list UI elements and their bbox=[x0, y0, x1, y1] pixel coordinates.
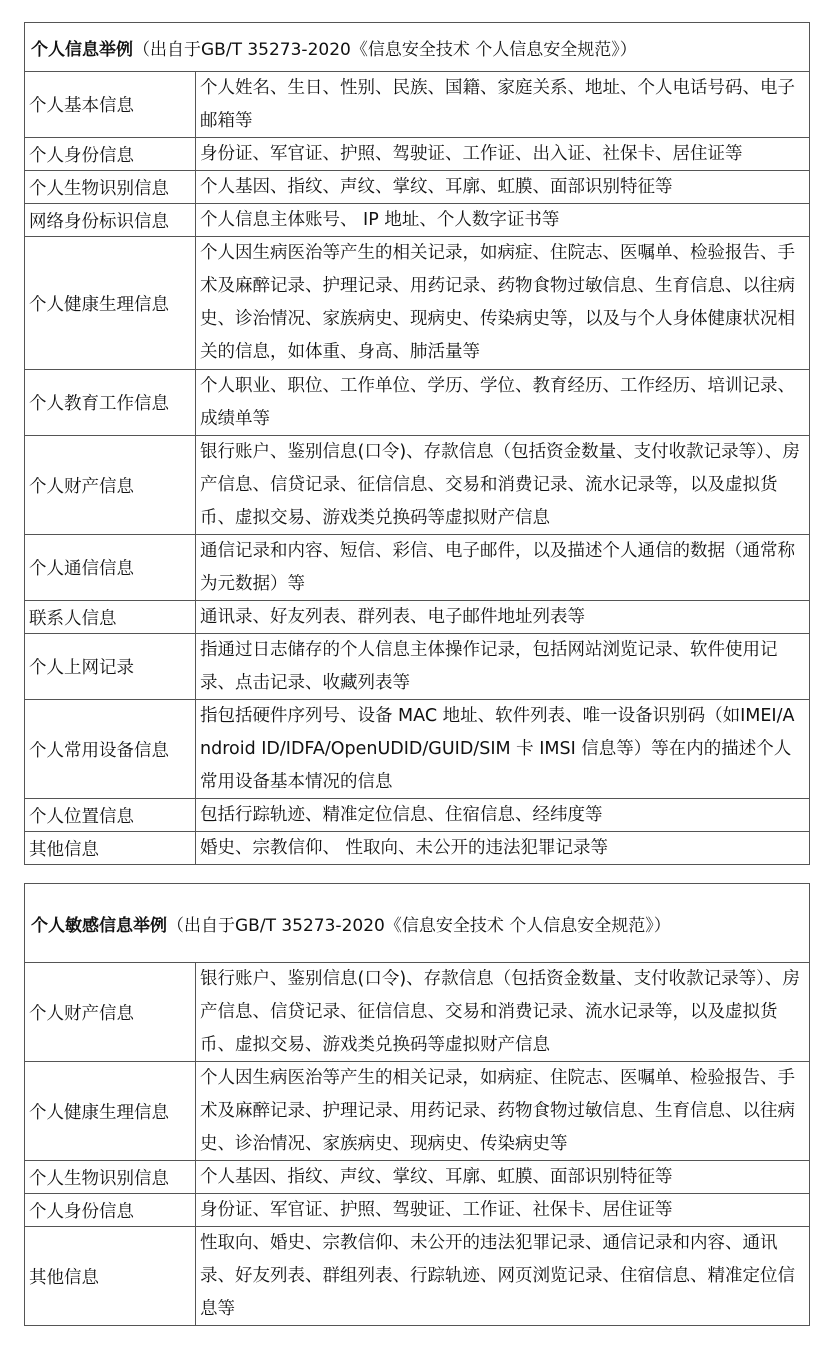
table-title bbox=[25, 23, 810, 72]
row-content: 个人因生病医治等产生的相关记录，如病症、住院志、医嘱单、检验报告、手术及麻醉记录、护理记录、用药记录、药物食物过敏信息、生育信息、以往病史、诊治情况、家族病史、现病史、传染病史等，以及与个人身体健康状况相关的信息，如体重、身高、肺活量等 bbox=[196, 237, 810, 370]
row-content: 性取向、婚史、宗教信仰、未公开的违法犯罪记录、通信记录和内容、通讯录、好友列表、群组列表、行踪轨迹、网页浏览记录、住宿信息、精准定位信息等 bbox=[196, 1227, 810, 1326]
row-label: 其他信息 bbox=[25, 832, 196, 865]
table-row bbox=[25, 700, 810, 799]
table-row bbox=[25, 601, 810, 634]
row-label: 个人基本信息 bbox=[25, 72, 196, 138]
table-row bbox=[25, 171, 810, 204]
row-label: 个人健康生理信息 bbox=[25, 1062, 196, 1161]
row-label: 其他信息 bbox=[25, 1227, 196, 1326]
row-content: 指通过日志储存的个人信息主体操作记录，包括网站浏览记录、软件使用记录、点击记录、收藏列表等 bbox=[196, 634, 810, 700]
table-row bbox=[25, 799, 810, 832]
table-title bbox=[25, 884, 810, 963]
table-row bbox=[25, 1161, 810, 1194]
row-label: 个人身份信息 bbox=[25, 1194, 196, 1227]
table-row bbox=[25, 72, 810, 138]
row-content: 个人姓名、生日、性别、民族、国籍、家庭关系、地址、个人电话号码、电子邮箱等 bbox=[196, 72, 810, 138]
row-label: 个人生物识别信息 bbox=[25, 1161, 196, 1194]
row-content: 个人基因、指纹、声纹、掌纹、耳廓、虹膜、面部识别特征等 bbox=[196, 171, 810, 204]
row-label: 网络身份标识信息 bbox=[25, 204, 196, 237]
row-content: 婚史、宗教信仰、 性取向、未公开的违法犯罪记录等 bbox=[196, 832, 810, 865]
row-content: 身份证、军官证、护照、驾驶证、工作证、出入证、社保卡、居住证等 bbox=[196, 138, 810, 171]
row-label: 个人生物识别信息 bbox=[25, 171, 196, 204]
table-title-source: （出自于GB/T 35273-2020《信息安全技术 个人信息安全规范》） bbox=[167, 915, 671, 936]
row-label: 个人通信信息 bbox=[25, 535, 196, 601]
table-row bbox=[25, 138, 810, 171]
table-row bbox=[25, 832, 810, 865]
table-title-bold: 个人信息举例 bbox=[31, 39, 133, 60]
table-row bbox=[25, 436, 810, 535]
row-content: 银行账户、鉴别信息(口令)、存款信息（包括资金数量、支付收款记录等）、房产信息、信贷记录、征信信息、交易和消费记录、流水记录等，以及虚拟货币、虚拟交易、游戏类兑换码等虚拟财产信息 bbox=[196, 963, 810, 1062]
row-content: 个人职业、职位、工作单位、学历、学位、教育经历、工作经历、培训记录、成绩单等 bbox=[196, 370, 810, 436]
row-label: 个人财产信息 bbox=[25, 963, 196, 1062]
table-row bbox=[25, 237, 810, 370]
table-title-source: （出自于GB/T 35273-2020《信息安全技术 个人信息安全规范》） bbox=[133, 39, 637, 60]
table-row bbox=[25, 204, 810, 237]
row-label: 个人位置信息 bbox=[25, 799, 196, 832]
table-row bbox=[25, 963, 810, 1062]
table-row bbox=[25, 1194, 810, 1227]
personal-info-table bbox=[24, 22, 810, 865]
row-label: 个人健康生理信息 bbox=[25, 237, 196, 370]
row-content: 个人信息主体账号、 IP 地址、个人数字证书等 bbox=[196, 204, 810, 237]
table-title-bold: 个人敏感信息举例 bbox=[31, 915, 167, 936]
table-row bbox=[25, 535, 810, 601]
row-content: 通讯录、好友列表、群列表、电子邮件地址列表等 bbox=[196, 601, 810, 634]
row-label: 联系人信息 bbox=[25, 601, 196, 634]
row-content: 通信记录和内容、短信、彩信、电子邮件，以及描述个人通信的数据（通常称为元数据）等 bbox=[196, 535, 810, 601]
row-label: 个人身份信息 bbox=[25, 138, 196, 171]
row-content: 个人基因、指纹、声纹、掌纹、耳廓、虹膜、面部识别特征等 bbox=[196, 1161, 810, 1194]
row-content: 身份证、军官证、护照、驾驶证、工作证、社保卡、居住证等 bbox=[196, 1194, 810, 1227]
row-label: 个人教育工作信息 bbox=[25, 370, 196, 436]
table-row bbox=[25, 370, 810, 436]
table-row bbox=[25, 1062, 810, 1161]
sensitive-info-table bbox=[24, 883, 810, 1326]
table-row bbox=[25, 1227, 810, 1326]
table-row bbox=[25, 634, 810, 700]
row-label: 个人上网记录 bbox=[25, 634, 196, 700]
row-content: 包括行踪轨迹、精准定位信息、住宿信息、经纬度等 bbox=[196, 799, 810, 832]
row-content: 个人因生病医治等产生的相关记录，如病症、住院志、医嘱单、检验报告、手术及麻醉记录、护理记录、用药记录、药物食物过敏信息、生育信息、以往病史、诊治情况、家族病史、现病史、传染病史等 bbox=[196, 1062, 810, 1161]
row-content: 银行账户、鉴别信息(口令)、存款信息（包括资金数量、支付收款记录等）、房产信息、信贷记录、征信信息、交易和消费记录、流水记录等，以及虚拟货币、虚拟交易、游戏类兑换码等虚拟财产信息 bbox=[196, 436, 810, 535]
row-label: 个人财产信息 bbox=[25, 436, 196, 535]
row-label: 个人常用设备信息 bbox=[25, 700, 196, 799]
row-content: 指包括硬件序列号、设备 MAC 地址、软件列表、唯一设备识别码（如IMEI/Android ID/IDFA/OpenUDID/GUID/SIM 卡 IMSI 信息等）等在内的描述个人常用设备基本情况的信息 bbox=[196, 700, 810, 799]
